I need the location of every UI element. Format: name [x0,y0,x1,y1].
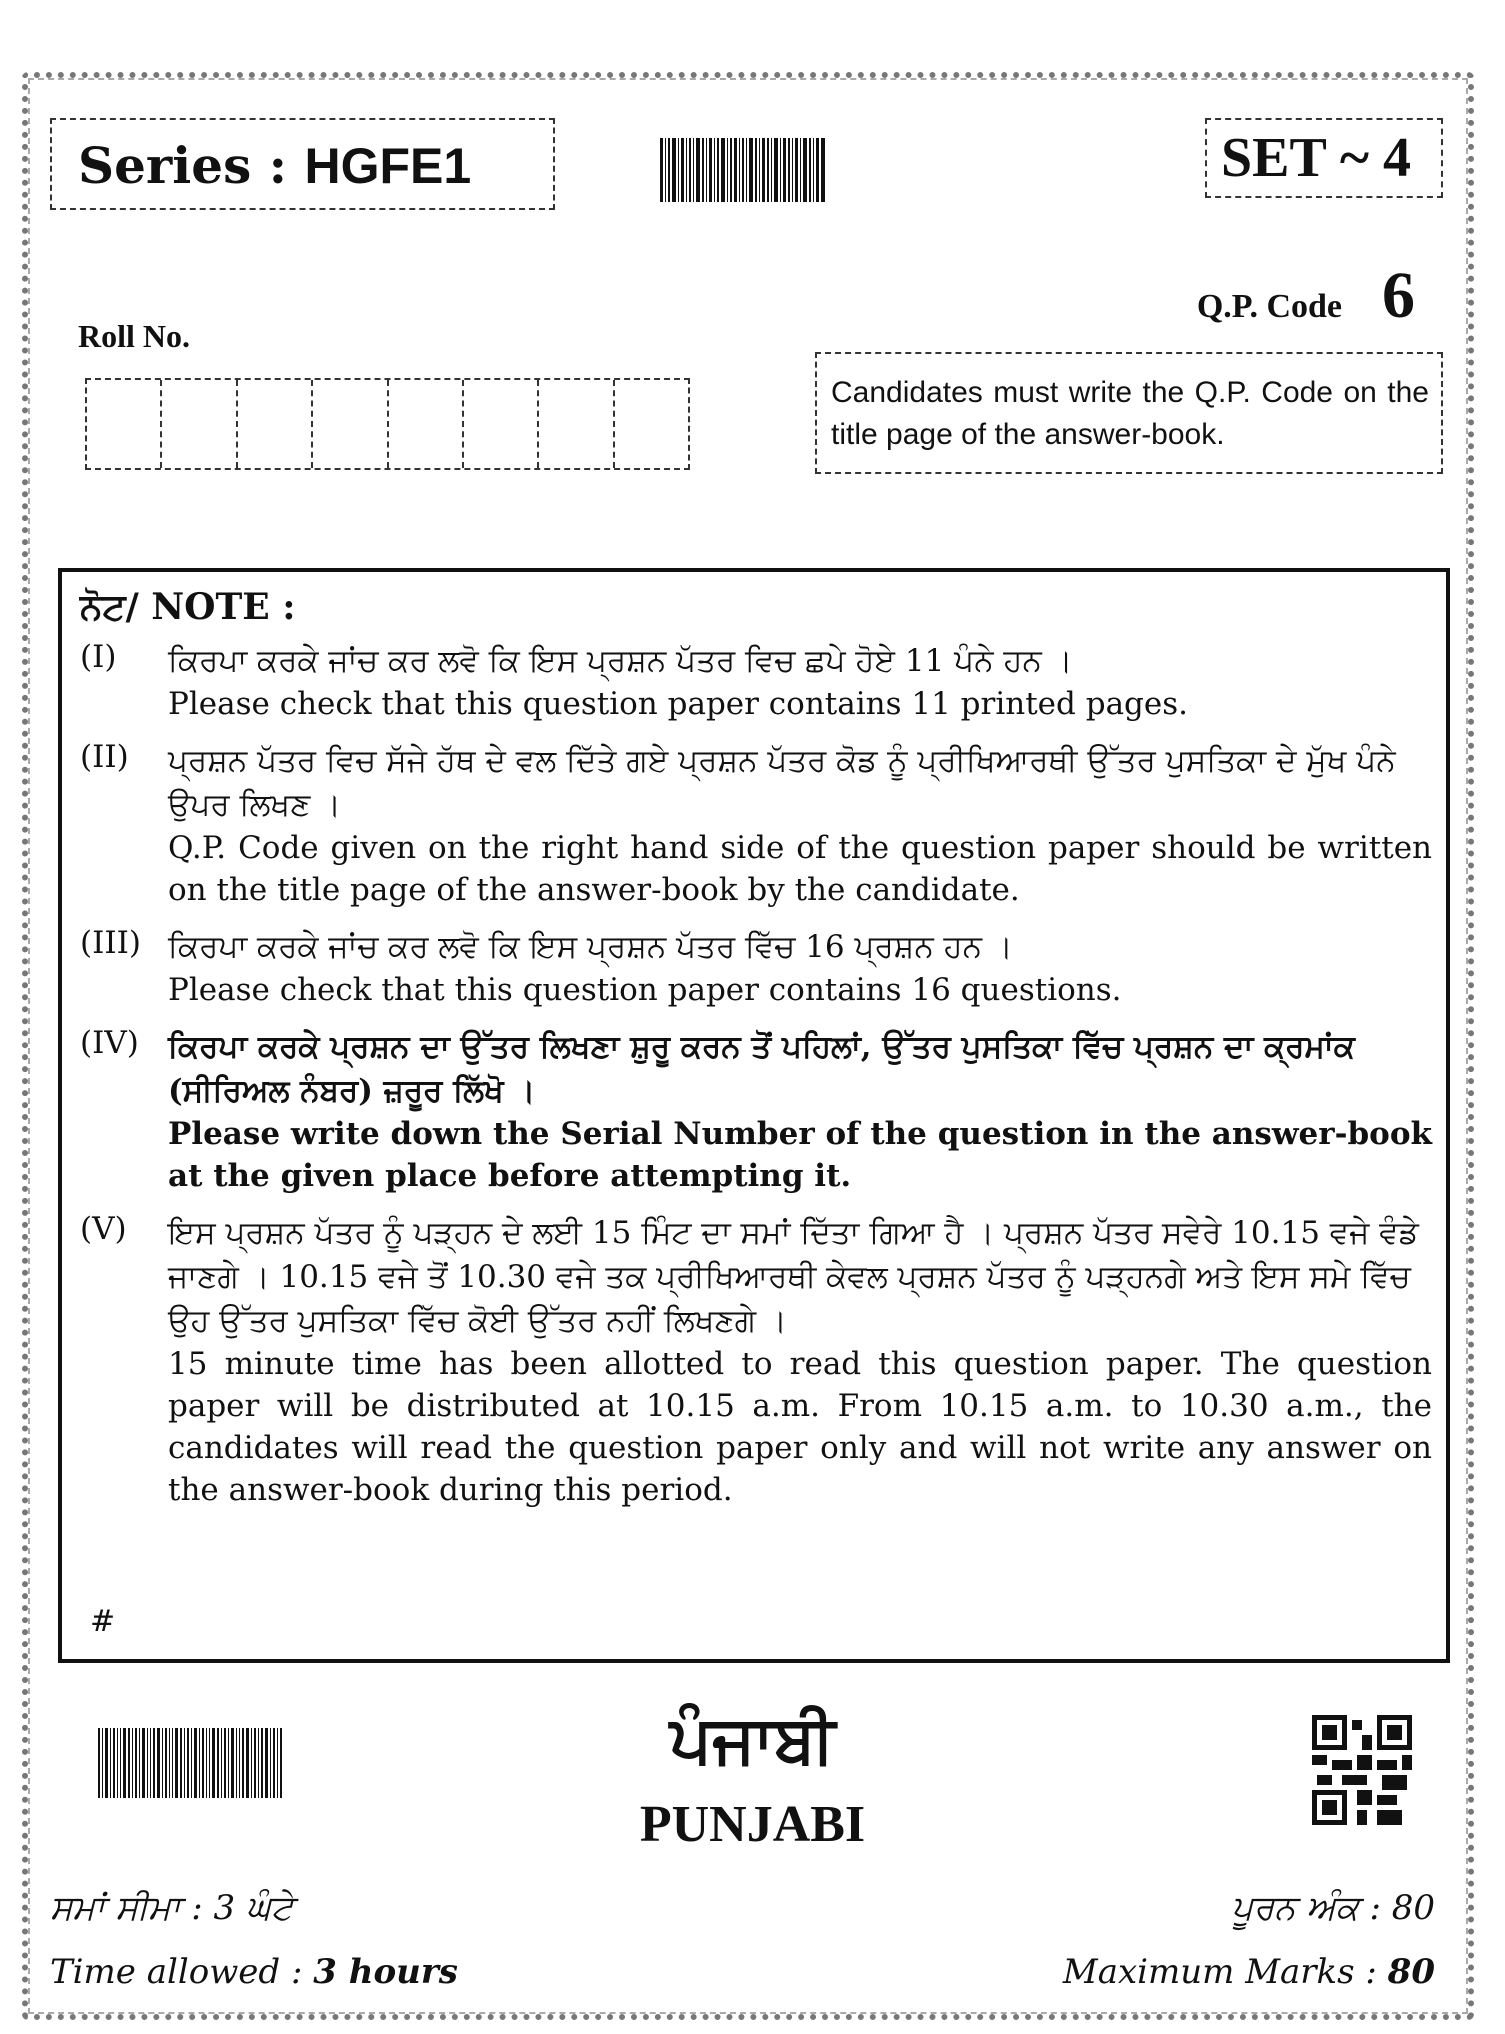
roll-no-field[interactable] [85,378,690,470]
qp-code-instruction: Candidates must write the Q.P. Code on the title page of the answer-book. [815,352,1443,474]
note-item-punjabi: ਕਿਰਪਾ ਕਰਕੇ ਜਾਂਚ ਕਰ ਲਵੋ ਕਿ ਇਸ ਪ੍ਰਸ਼ਨ ਪੱਤਰ ਵਿੱਚ 16 ਪ੍ਰਸ਼ਨ ਹਨ । [168,929,1013,965]
note-item [80,925,1432,1011]
roll-no-digit-box[interactable] [464,380,539,468]
qp-code-label: Q.P. Code [1196,288,1342,325]
note-item-english: Please check that this question paper contains 11 printed pages. [168,686,1189,722]
hash-mark: # [90,1604,116,1639]
note-box [58,568,1450,1663]
series-label: Series : [78,136,288,195]
note-item-punjabi: ਕਿਰਪਾ ਕਰਕੇ ਜਾਂਚ ਕਰ ਲਵੋ ਕਿ ਇਸ ਪ੍ਰਸ਼ਨ ਪੱਤਰ ਵਿਚ ਛਪੇ ਹੋਏ 11 ਪੰਨੇ ਹਨ । [168,643,1073,679]
barcode-top [660,138,827,202]
roll-no-digit-box[interactable] [615,380,688,468]
note-item-english: Please check that this question paper contains 16 questions. [168,972,1122,1008]
note-item-english: 15 minute time has been allotted to read this question paper. The question paper will be distributed at 10.15 a.m. From 10.15 a.m. to 10.30 a.m., the candidates will read the question paper only and will not write any answer on the answer-book during this period. [168,1346,1432,1508]
note-item [80,1025,1432,1197]
time-allowed-punjabi: ਸਮਾਂ ਸੀਮਾ : 3 ਘੰਟੇ [50,1888,294,1928]
note-item-punjabi: ਇਸ ਪ੍ਰਸ਼ਨ ਪੱਤਰ ਨੂੰ ਪੜ੍ਹਨ ਦੇ ਲਈ 15 ਮਿੰਟ ਦਾ ਸਮਾਂ ਦਿੱਤਾ ਗਿਆ ਹੈ । ਪ੍ਰਸ਼ਨ ਪੱਤਰ ਸਵੇਰੇ 10.15 ਵਜੇ ਵੰਡੇ ਜਾਣਗੇ । 10.15 ਵਜੇ ਤੋਂ 10.30 ਵਜੇ ਤਕ ਪ੍ਰੀਖਿਆਰਥੀ ਕੇਵਲ ਪ੍ਰਸ਼ਨ ਪੱਤਰ ਨੂੰ ਪੜ੍ਹਨਗੇ ਅਤੇ ਇਸ ਸਮੇ ਵਿੱਚ ਉਹ ਉੱਤਰ ਪੁਸਤਿਕਾ ਵਿੱਚ ਕੋਈ ਉੱਤਰ ਨਹੀਂ ਲਿਖਣਗੇ । [168,1215,1419,1339]
roll-no-digit-box[interactable] [389,380,464,468]
roll-no-digit-box[interactable] [162,380,237,468]
time-allowed [50,1952,458,1992]
max-marks-label: Maximum Marks : [1062,1952,1377,1992]
note-item-number: (III) [80,925,141,961]
roll-no-digit-box[interactable] [238,380,313,468]
max-marks [1063,1952,1435,1992]
note-item-english: Q.P. Code given on the right hand side of the question paper should be written on the title page of the answer-book by the candidate. [168,830,1432,908]
max-marks-value: 80 [1387,1952,1435,1992]
subject-title-punjabi: ਪੰਜਾਬੀ [669,1700,836,1778]
max-marks-punjabi: ਪੂਰਨ ਅੰਕ : 80 [1231,1888,1435,1928]
roll-no-label: Roll No. [78,318,190,354]
qp-code-value: 6 [1382,259,1415,332]
qr-code-icon [1312,1714,1412,1826]
time-allowed-value: 3 hours [313,1952,458,1992]
subject-title-english: PUNJABI [639,1796,866,1853]
roll-no-digit-box[interactable] [313,380,388,468]
note-item-number: (I) [80,639,117,675]
roll-no-digit-box[interactable] [87,380,162,468]
qp-code [1197,258,1415,334]
roll-no-digit-box[interactable] [539,380,614,468]
series-code: HGFE1 [304,138,472,194]
note-item [80,1211,1432,1511]
note-item [80,639,1432,725]
set-label: SET ~ 4 [1221,127,1411,189]
note-title: ਨੋਟ/ NOTE : [80,586,296,628]
note-item [80,739,1432,911]
note-item-punjabi: ਕਿਰਪਾ ਕਰਕੇ ਪ੍ਰਸ਼ਨ ਦਾ ਉੱਤਰ ਲਿਖਣਾ ਸ਼ੁਰੂ ਕਰਨ ਤੋਂ ਪਹਿਲਾਂ, ਉੱਤਰ ਪੁਸਤਿਕਾ ਵਿੱਚ ਪ੍ਰਸ਼ਨ ਦਾ ਕ੍ਰਮਾਂਕ (ਸੀਰਿਅਲ ਨੰਬਰ) ਜ਼ਰੂਰ ਲਿੱਖੋ । [168,1029,1355,1109]
set-box [1205,118,1443,198]
note-item-english: Please write down the Serial Number of the question in the answer-book at the given place before attempting it. [168,1116,1432,1194]
time-allowed-label: Time allowed : [50,1952,303,1992]
note-item-number: (II) [80,739,129,775]
note-item-number: (IV) [80,1025,139,1061]
note-item-punjabi: ਪ੍ਰਸ਼ਨ ਪੱਤਰ ਵਿਚ ਸੱਜੇ ਹੱਥ ਦੇ ਵਲ ਦਿੱਤੇ ਗਏ ਪ੍ਰਸ਼ਨ ਪੱਤਰ ਕੋਡ ਨੂੰ ਪ੍ਰੀਖਿਆਰਥੀ ਉੱਤਰ ਪੁਸਤਿਕਾ ਦੇ ਮੁੱਖ ਪੰਨੇ ਉਪਰ ਲਿਖਣ । [168,743,1396,823]
note-item-number: (V) [80,1211,127,1247]
series-box [50,118,555,210]
